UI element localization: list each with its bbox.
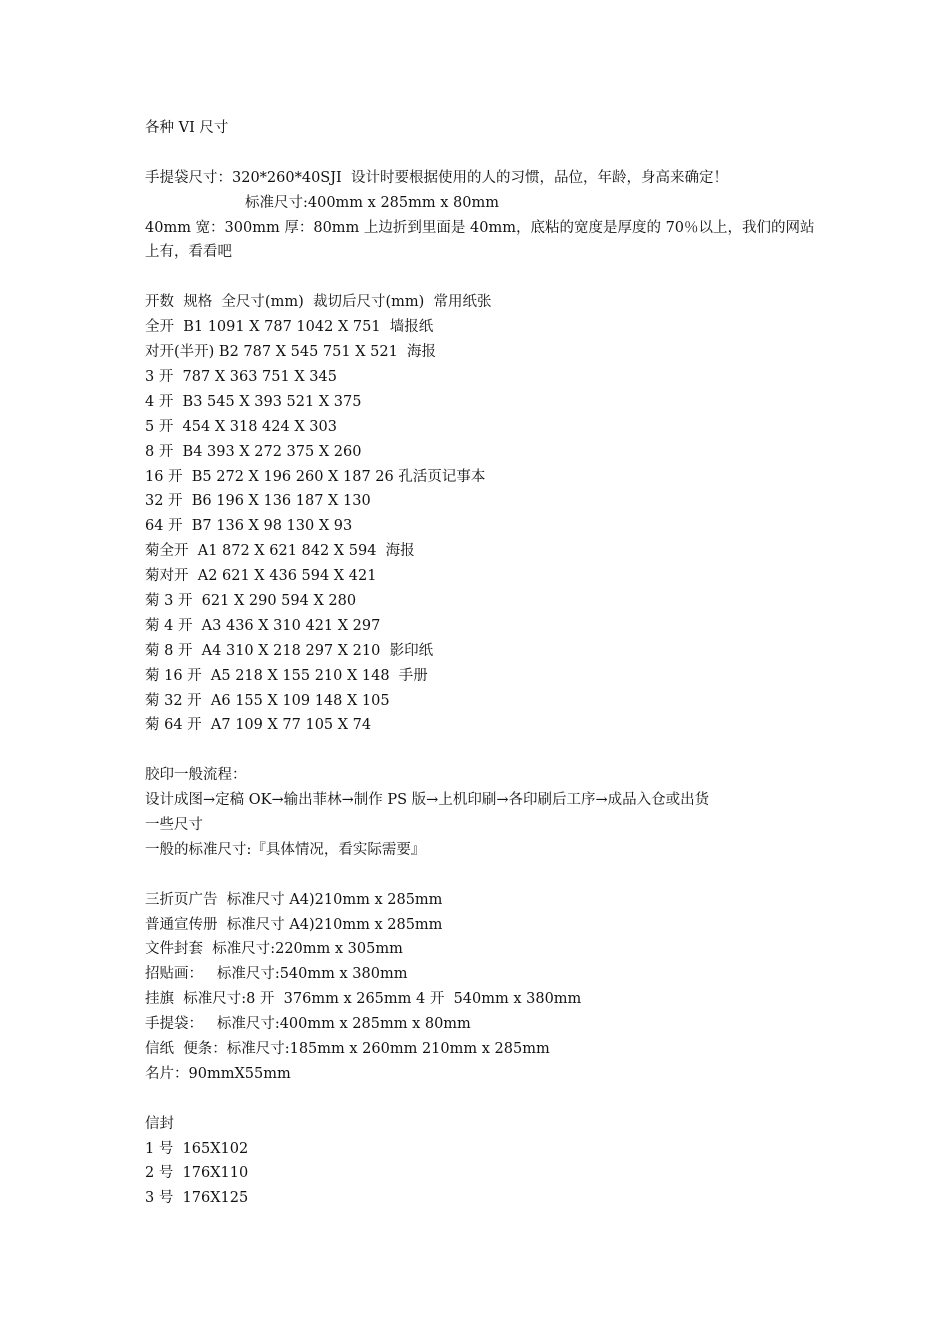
- table-row: 菊 8 开 A4 310 X 218 297 X 210 影印纸: [145, 642, 434, 659]
- list-item: 文件封套 标准尺寸:220mm x 305mm: [145, 941, 403, 958]
- table-row: 3 开 787 X 363 751 X 345: [145, 368, 337, 385]
- spacer: [145, 738, 815, 763]
- table-row: 5 开 454 X 318 424 X 303: [145, 418, 337, 435]
- handbag-size-line: 手提袋尺寸：320*260*40SJI 设计时要根据使用的人的习惯，品位，年龄，身高来确定！: [145, 169, 728, 186]
- spacer: [145, 265, 815, 290]
- offset-process-heading: 胶印一般流程：: [145, 767, 247, 784]
- list-item: 三折页广告 标准尺寸 A4)210mm x 285mm: [145, 891, 443, 908]
- offset-process-flow: 设计成图→定稿 OK→输出菲林→制作 PS 版→上机印刷→各印刷后工序→成品入仓或出货: [145, 792, 710, 809]
- document-page: [145, 116, 815, 1211]
- paper-table-header: 开数 规格 全尺寸(mm) 裁切后尺寸(mm) 常用纸张: [145, 294, 492, 311]
- table-row: 对开(半开) B2 787 X 545 751 X 521 海报: [145, 344, 437, 361]
- table-row: 4 开 B3 545 X 393 521 X 375: [145, 393, 362, 410]
- list-item: 名片：90mmX55mm: [145, 1065, 291, 1082]
- sizes-note: 一些尺寸: [145, 816, 203, 833]
- list-item: 挂旗 标准尺寸:8 开 376mm x 265mm 4 开 540mm x 380mm: [145, 991, 582, 1008]
- list-item: 手提袋： 标准尺寸:400mm x 285mm x 80mm: [145, 1016, 471, 1033]
- handbag-dimension-note: 40mm 宽：300mm 厚：80mm 上边折到里面是 40mm，底粘的宽度是厚度的 70％以上，我们的网站上有，看看吧: [145, 219, 815, 261]
- standard-sizes-list: [145, 888, 815, 1087]
- table-row: 32 开 B6 196 X 136 187 X 130: [145, 493, 371, 510]
- list-item: 1 号 165X102: [145, 1140, 249, 1157]
- envelope-list: [145, 1137, 815, 1212]
- table-row: 菊 32 开 A6 155 X 109 148 X 105: [145, 692, 390, 709]
- paper-table-rows: [145, 315, 815, 738]
- list-item: 招贴画： 标准尺寸:540mm x 380mm: [145, 966, 408, 983]
- table-row: 64 开 B7 136 X 98 130 X 93: [145, 518, 353, 535]
- list-item: 信纸 便条：标准尺寸:185mm x 260mm 210mm x 285mm: [145, 1040, 550, 1057]
- table-row: 菊 3 开 621 X 290 594 X 280: [145, 592, 357, 609]
- table-row: 8 开 B4 393 X 272 375 X 260: [145, 443, 362, 460]
- table-row: 菊对开 A2 621 X 436 594 X 421: [145, 568, 377, 585]
- handbag-standard-size: 标准尺寸:400mm x 285mm x 80mm: [245, 194, 499, 211]
- spacer: [145, 1087, 815, 1112]
- table-row: 16 开 B5 272 X 196 260 X 187 26 孔活页记事本: [145, 468, 486, 485]
- table-row: 菊 4 开 A3 436 X 310 421 X 297: [145, 617, 381, 634]
- document-title: 各种 VI 尺寸: [145, 120, 229, 136]
- table-row: 菊全开 A1 872 X 621 842 X 594 海报: [145, 543, 415, 560]
- spacer: [145, 863, 815, 888]
- table-row: 菊 16 开 A5 218 X 155 210 X 148 手册: [145, 667, 428, 684]
- table-row: 菊 64 开 A7 109 X 77 105 X 74: [145, 717, 372, 734]
- table-row: 全开 B1 1091 X 787 1042 X 751 墙报纸: [145, 319, 434, 336]
- standard-sizes-note: 一般的标准尺寸:『具体情况，看实际需要』: [145, 841, 426, 858]
- list-item: 3 号 176X125: [145, 1190, 249, 1207]
- list-item: 2 号 176X110: [145, 1165, 249, 1182]
- list-item: 普通宣传册 标准尺寸 A4)210mm x 285mm: [145, 916, 443, 933]
- envelope-heading: 信封: [145, 1115, 174, 1132]
- spacer: [145, 141, 815, 166]
